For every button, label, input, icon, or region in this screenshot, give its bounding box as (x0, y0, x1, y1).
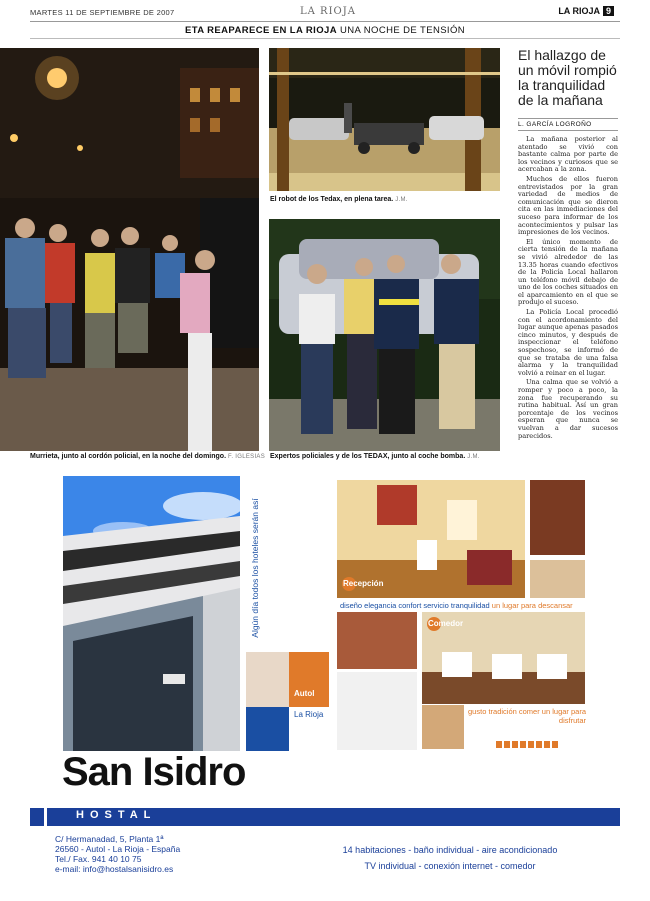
section-rule (30, 38, 620, 39)
article-paragraph: Muchos de ellos fueron entrevistados por la gran variedad de medios de comunicación que se dieron cita en las inmediaciones del suceso para informar de los acontecimientos y pulsar las impresiones de los vecinos. (518, 174, 618, 237)
brand-bar-left (30, 808, 47, 826)
header-right (558, 6, 614, 16)
crowd-credit: F. IGLESIAS (228, 454, 266, 460)
header-right-label: LA RIOJA (558, 6, 600, 16)
ad-tagline-dining: gusto tradición comer un lugar para disfrutar (468, 707, 586, 725)
ad-thumb-table (422, 705, 464, 749)
ad-slogan (246, 480, 264, 655)
ad-thumb-coffee (337, 672, 417, 750)
address-line: 26560 - Autol - La Rioja - España (55, 844, 181, 854)
dining-label: Comedor (428, 619, 464, 628)
robot-credit: J.M. (395, 197, 408, 203)
page-number: 9 (603, 6, 614, 16)
ad-region: La Rioja (294, 710, 324, 719)
section-title: ETA REAPARECE EN LA RIOJA (184, 25, 337, 36)
address-line: Tel./ Fax. 941 40 10 75 (55, 854, 142, 864)
reception-photo (337, 480, 525, 598)
experts-caption (270, 453, 480, 460)
issue-date: MARTES 11 DE SEPTIEMBRE DE 2007 (30, 8, 175, 17)
hotel-building-photo (63, 476, 240, 751)
dining-photo (422, 612, 585, 704)
address-line: e-mail: info@hostalsanisidro.es (55, 864, 174, 874)
article-paragraph: La Policía Local procedió con el acordonamiento del lugar aunque apenas pasados cinco minutos, y después de inspeccionar el teléfono sospechoso, se informó de que se trataba de una falsa alarma y la tranquilidad volvió a reinar en el lugar. (518, 308, 618, 377)
ad-tagline-orange: un lugar para descansar (491, 601, 573, 610)
publication-name: LA RIOJA (300, 6, 356, 17)
section-heading (0, 25, 650, 36)
header-rule (30, 21, 620, 22)
ad-address (55, 834, 180, 874)
feature-line: TV individual - conexión internet - comedor (364, 861, 536, 871)
article-paragraph: La mañana posterior al atentado se vivió con bastante calma por parte de los vecinos y curiosos que se acercaban a la zona. (518, 136, 618, 174)
crowd-caption-text: Murrieta, junto al cordón policial, en la noche del domingo. (30, 453, 227, 460)
ad-thumb-chair (246, 652, 289, 707)
experts-caption-text: Expertos policiales y de los TEDAX, junto al coche bomba. (270, 453, 466, 460)
ad-tagline-blue: diseño elegancia confort servicio tranquilidad (340, 601, 490, 610)
ad-slogan-text: Algún día todos los hoteles serán así (250, 497, 260, 638)
ad-thumb-lounge (530, 560, 585, 598)
ad-thumb-bedroom (337, 612, 417, 669)
article-paragraph: Una calma que se volvió a romper y poco a poco, la zona fue recuperando su rutina habitual. Así un gran porcentaje de los vecinos esperan que nunca se vuelvan a dar sucesos parecidos. (518, 378, 618, 440)
ad-features (300, 842, 600, 874)
experts-photo (269, 219, 500, 451)
crowd-caption (30, 453, 265, 460)
experts-credit: J.M. (467, 454, 480, 460)
article-headline: El hallazgo de un móvil rompió la tranquilidad de la mañana (518, 47, 617, 108)
ad-tagline (340, 601, 573, 610)
robot-caption-text: El robot de los Tedax, en plena tarea. (270, 196, 394, 203)
crowd-photo (0, 48, 259, 451)
ad-orange-block (289, 652, 329, 707)
ad-locality: Autol (294, 689, 315, 698)
reception-label: Recepción (343, 579, 384, 588)
ad-blue-block (246, 707, 289, 751)
ad-decor-dashes (496, 741, 560, 748)
article-paragraph: El único momento de cierta tensión de la mañana se vivió alrededor de las 13.35 horas cuando efectivos de la Policía Local hallaron un teléfono móvil debajo de uno de los coches situados en el aparcamiento en el que se produjo el suceso. (518, 237, 618, 307)
ad-thumb-room (530, 480, 585, 555)
article-body (518, 136, 618, 461)
section-subtitle: UNA NOCHE DE TENSIÓN (340, 25, 466, 36)
brand-subtitle: HOSTAL (76, 809, 157, 821)
address-line: C/ Hermanadad, 5, Planta 1ª (55, 834, 164, 844)
brand-name: San Isidro (62, 750, 246, 794)
robot-photo (269, 48, 500, 191)
article-byline: L. GARCÍA LOGROÑO (518, 118, 618, 131)
robot-caption (270, 196, 408, 203)
feature-line: 14 habitaciones - baño individual - aire acondicionado (342, 845, 558, 855)
